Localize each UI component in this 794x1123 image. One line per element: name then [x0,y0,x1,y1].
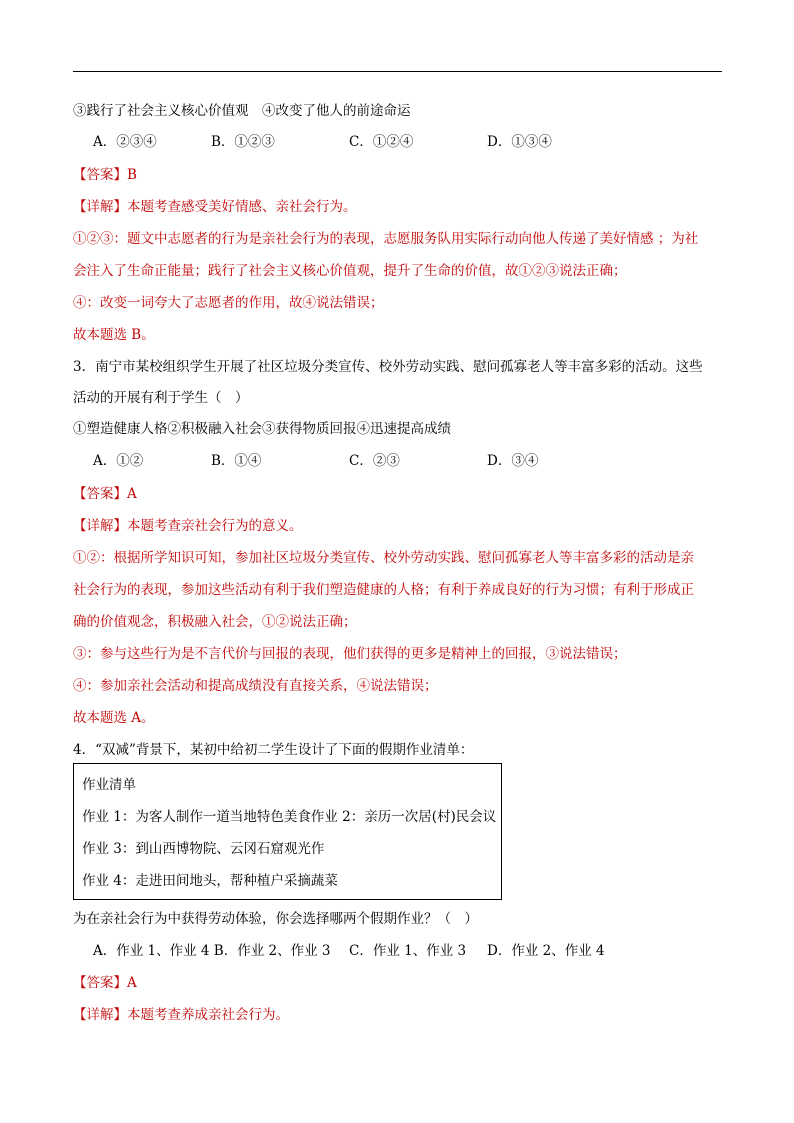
q3-statements: ①塑造健康人格②积极融入社会③获得物质回报④迅速提高成绩 [73,421,451,437]
q2-option-d: D．①③④ [487,134,552,150]
header-rule [73,71,722,72]
q3-detail: 【详解】本题考查亲社会行为的意义。 [73,518,303,534]
q4-option-d: D．作业 2、作业 4 [487,943,605,959]
q3-stem-line: 3．南宁市某校组织学生开展了社区垃圾分类宣传、校外劳动实践、慰问孤寡老人等丰富多彩的活动。这些 [73,359,703,375]
homework-list-title: 作业清单 [82,777,136,793]
homework-list-box [73,763,502,900]
q3-stem-line: 活动的开展有利于学生（ ） [73,390,249,406]
q4-option-c: C．作业 1、作业 3 [349,943,467,959]
q3-explanation-line: ③：参与这些行为是不言代价与回报的表现，他们获得的更多是精神上的回报，③说法错误； [73,646,627,662]
q2-answer: 【答案】B [73,167,137,183]
q2-option-a: A．②③④ [93,134,157,150]
q4-options-ab: A．作业 1、作业 4 B．作业 2、作业 3 [93,943,331,959]
q4-question: 为在亲社会行为中获得劳动体验，你会选择哪两个假期作业？（ ） [73,911,478,927]
q3-explanation-line: ④：参加亲社会活动和提高成绩没有直接关系，④说法错误； [73,678,438,694]
q3-explanation-line: 确的价值观念，积极融入社会，①②说法正确； [73,614,357,630]
q3-answer: 【答案】A [73,486,137,502]
q2-stem-tail: ③践行了社会主义核心价值观 ④改变了他人的前途命运 [73,103,411,119]
q2-detail: 【详解】本题考查感受美好情感、亲社会行为。 [73,199,357,215]
homework-item: 作业 3：到山西博物院、云冈石窟观光作 [82,841,325,857]
q2-conclusion: 故本题选 B。 [73,327,155,343]
q2-explanation-line: ④：改变一词夸大了志愿者的作用，故④说法错误； [73,295,384,311]
q2-option-b: B．①②③ [211,134,275,150]
q2-explanation-line: ①②③：题文中志愿者的行为是亲社会行为的表现，志愿服务队用实际行动向他人传递了美好情感 ；为社 [73,231,699,247]
q3-option-a: A．①② [93,453,144,469]
q4-stem: 4．“双减”背景下，某初中给初二学生设计了下面的假期作业清单： [73,742,474,758]
q3-option-d: D．③④ [487,453,539,469]
q3-option-b: B．①④ [211,453,262,469]
q2-option-c: C．①②④ [349,134,414,150]
q3-option-c: C．②③ [349,453,400,469]
q3-conclusion: 故本题选 A。 [73,710,155,726]
q3-explanation-line: ①②：根据所学知识可知，参加社区垃圾分类宣传、校外劳动实践、慰问孤寡老人等丰富多彩的活动是亲 [73,550,694,566]
homework-item: 作业 1：为客人制作一道当地特色美食作业 2：亲历一次居(村)民会议 [82,809,497,825]
homework-item: 作业 4：走进田间地头，帮种植户采摘蔬菜 [82,873,338,889]
q4-answer: 【答案】A [73,975,137,991]
q2-explanation-line: 会注入了生命正能量；践行了社会主义核心价值观，提升了生命的价值，故①②③说法正确； [73,263,627,279]
q4-detail: 【详解】本题考查养成亲社会行为。 [73,1007,289,1023]
q3-explanation-line: 社会行为的表现，参加这些活动有利于我们塑造健康的人格；有利于养成良好的行为习惯；有利于形成正 [73,582,694,598]
